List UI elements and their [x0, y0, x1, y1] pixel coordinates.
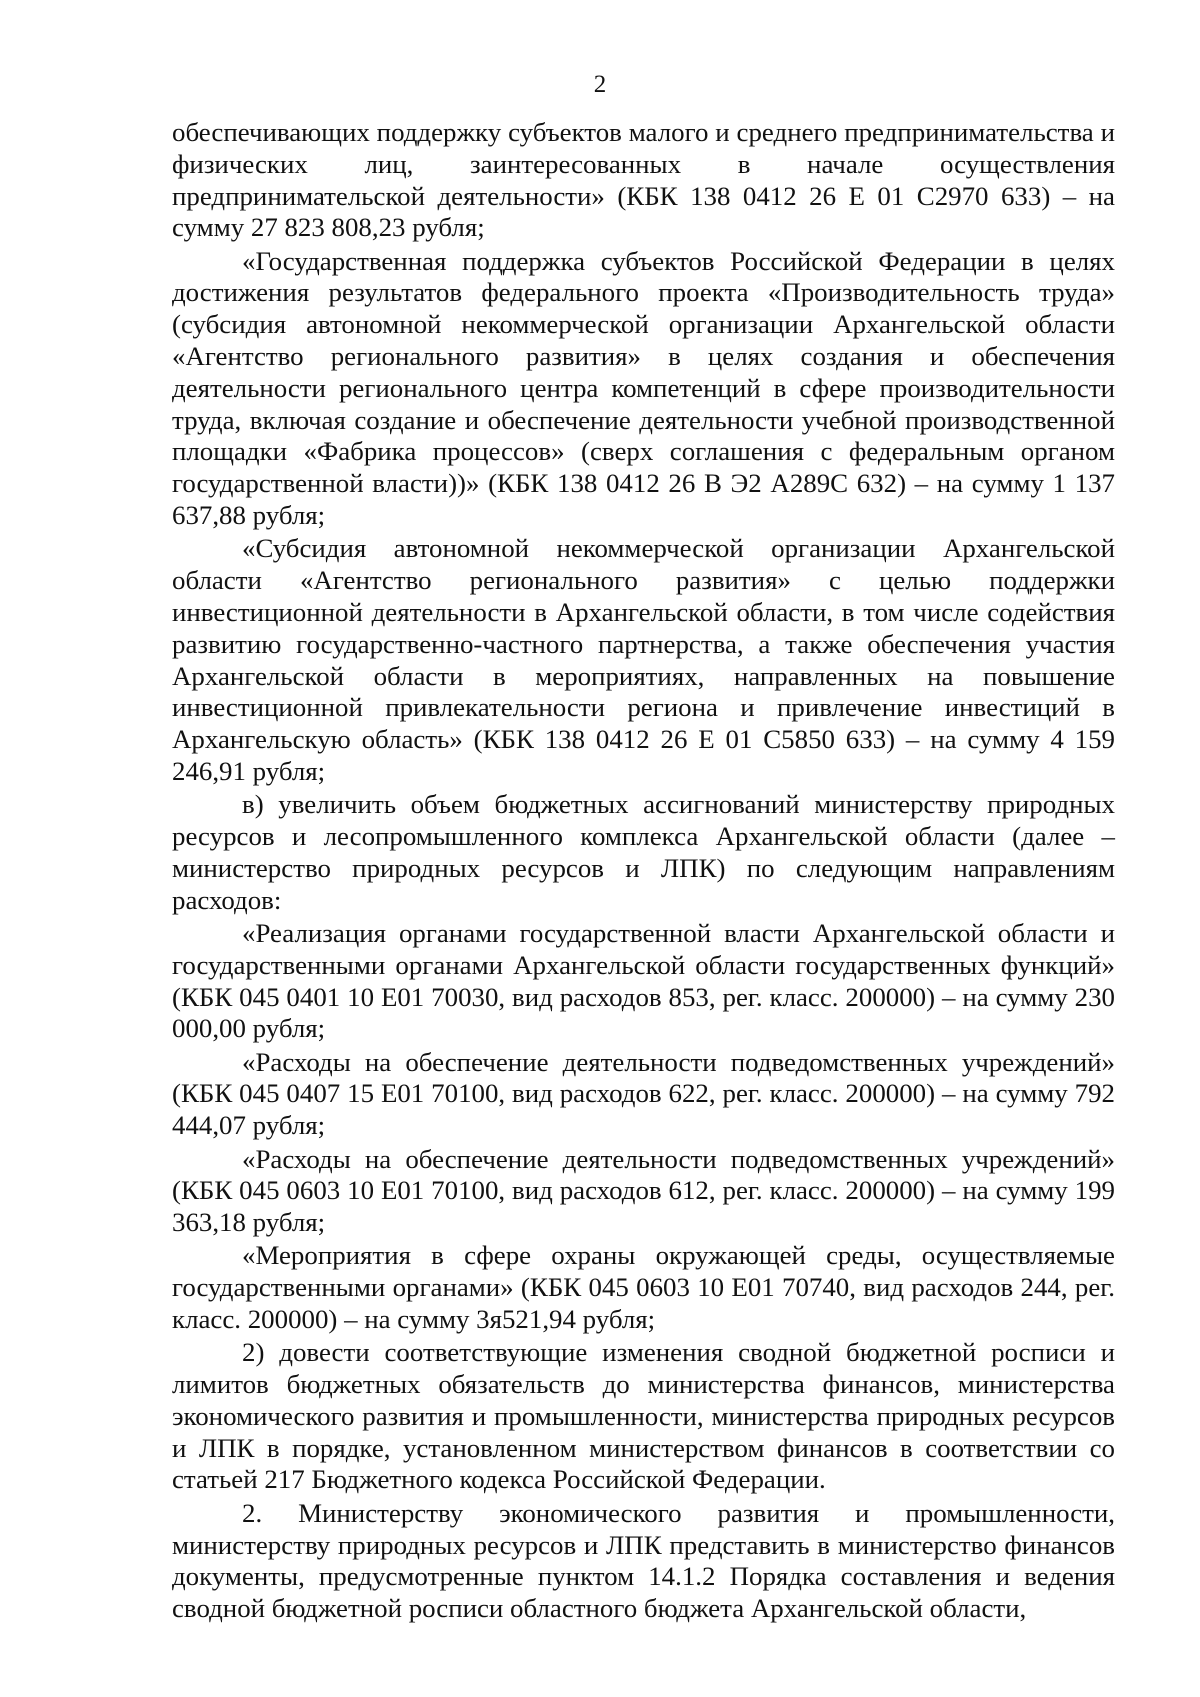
paragraph: 2. Министерству экономического развития и промышленности, министерству природных ресурсов и ЛПК представить в министерство финансов документы, предусмотренные пунктом 14.1.2 Порядка составления и ведения сводной бюджетной росписи областного бюджета Архангельской области, [172, 1497, 1115, 1624]
paragraph: 2) довести соответствующие изменения сводной бюджетной росписи и лимитов бюджетных обязательств до министерства финансов, министерства экономического развития и промышленности, министерства природных ресурсов и ЛПК в порядке, установленном министерством финансов в соответствии со статьей 217 Бюджетного кодекса Российской Федерации. [172, 1337, 1115, 1495]
paragraph: «Субсидия автономной некоммерческой организации Архангельской области «Агентство регионального развития» с целью поддержки инвестиционной деятельности в Архангельской области, в том числе содействия развитию государственно-частного партнерства, а также обеспечения участия Архангельской области в мероприятиях, направленных на повышение инвестиционной привлекательности региона и привлечение инвестиций в Архангельскую область» (КБК 138 0412 26 Е 01 С5850 633) – на сумму 4 159 246,91 рубля; [172, 533, 1115, 786]
paragraph: «Расходы на обеспечение деятельности подведомственных учреждений» (КБК 045 0603 10 Е01 70100, вид расходов 612, рег. класс. 200000) – на сумму 199 363,18 рубля; [172, 1143, 1115, 1238]
paragraph: «Государственная поддержка субъектов Российской Федерации в целях достижения результатов федерального проекта «Производительность труда» (субсидия автономной некоммерческой организации Архангельской области «Агентство регионального развития» в целях создания и обеспечения деятельности регионального центра компетенций в сфере производительности труда, включая создание и обеспечение деятельности учебной производственной площадки «Фабрика процессов» (сверх соглашения с федеральным органом государственной власти))» (КБК 138 0412 26 В Э2 А289С 632) – на сумму 1 137 637,88 рубля; [172, 245, 1115, 531]
paragraph: обеспечивающих поддержку субъектов малого и среднего предпринимательства и физических лиц, заинтересованных в начале осуществления предпринимательской деятельности» (КБК 138 0412 26 Е 01 С2970 633) – на сумму 27 823 808,23 рубля; [172, 117, 1115, 243]
paragraph: «Расходы на обеспечение деятельности подведомственных учреждений» (КБК 045 0407 15 Е01 70100, вид расходов 622, рег. класс. 200000) – на сумму 792 444,07 рубля; [172, 1046, 1115, 1141]
paragraph: «Реализация органами государственной власти Архангельской области и государственными органами Архангельской области государственных функций» (КБК 045 0401 10 Е01 70030, вид расходов 853, рег. класс. 200000) – на сумму 230 000,00 рубля; [172, 917, 1115, 1044]
paragraph: «Мероприятия в сфере охраны окружающей среды, осуществляемые государственными органами» (КБК 045 0603 10 Е01 70740, вид расходов 244, рег. класс. 200000) – на сумму 3я521,94 рубля; [172, 1240, 1115, 1334]
page-number: 2 [593, 71, 607, 98]
document-body [172, 117, 1115, 1626]
paragraph: в) увеличить объем бюджетных ассигнований министерству природных ресурсов и лесопромышленного комплекса Архангельской области (далее – министерство природных ресурсов и ЛПК) по следующим направлениям расходов: [172, 789, 1115, 915]
